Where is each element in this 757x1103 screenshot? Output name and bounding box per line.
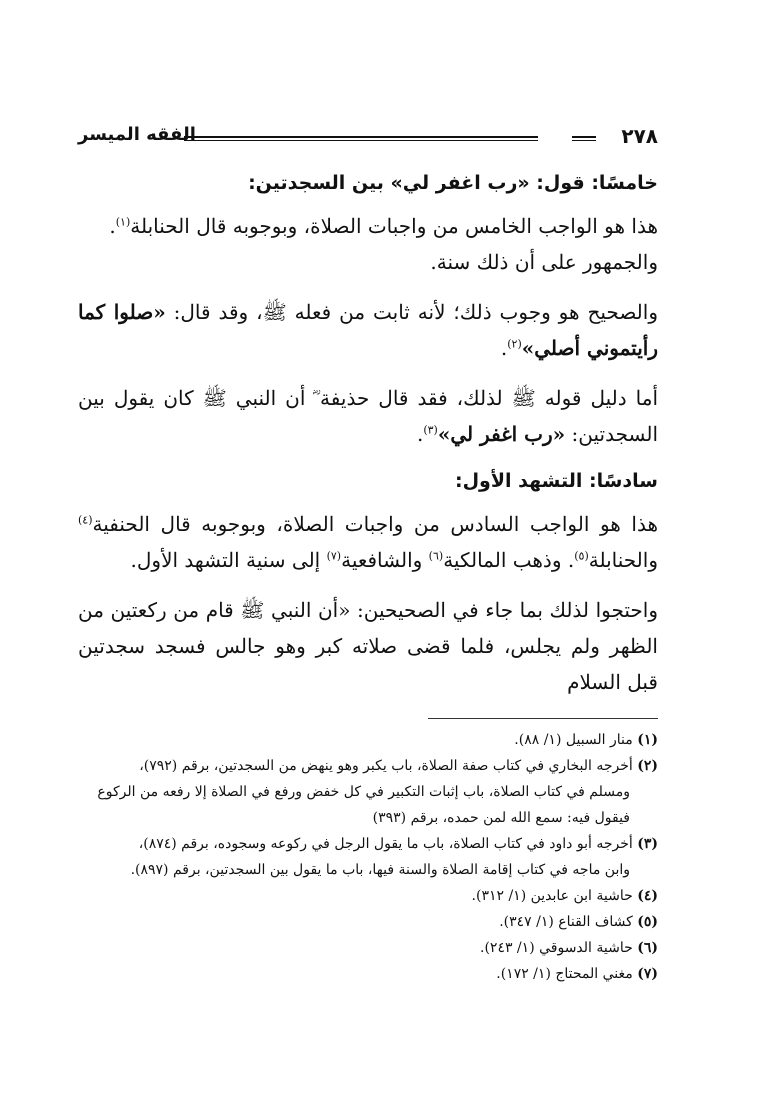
footnote-text: منار السبيل (١/ ٨٨). (514, 732, 633, 748)
footnote-ref[interactable]: (٥) (574, 549, 589, 563)
paragraph-text: . (500, 336, 508, 360)
paragraph-text: هذا هو الواجب السادس من واجبات الصلاة، وبوجوبه قال الحنفية (92, 512, 658, 536)
footnote-number: (٢) (637, 758, 658, 774)
paragraph-text: إلى سنية التشهد الأول. (130, 548, 327, 572)
footnote-item (78, 753, 658, 831)
footnote-ref[interactable]: (٤) (78, 513, 93, 527)
paragraph (78, 380, 658, 452)
footnote-text: مغني المحتاج (١/ ١٧٢). (496, 966, 633, 982)
section-heading-5: خامسًا: قول: «رب اغفر لي» بين السجدتين: (248, 172, 658, 194)
paragraph-text: . (109, 214, 116, 238)
footnotes (78, 727, 658, 987)
footnote-number: (٣) (637, 836, 658, 852)
footnote-text: أخرجه البخاري في كتاب صفة الصلاة، باب يكبر وهو ينهض من السجدتين، برقم (٧٩٢)، (139, 758, 633, 774)
hadith-quote: «صلوا كما رأيتموني أصلي» (78, 300, 658, 360)
hadith-quote: «رب اغفر لي» (437, 422, 566, 446)
paragraph-text: . وذهب المالكية (443, 548, 575, 572)
paragraph (78, 208, 658, 280)
footnote-item (78, 961, 658, 987)
header-rule (184, 136, 538, 141)
paragraph-text: والحنابلة (588, 548, 658, 572)
footnote-ref[interactable]: (١) (115, 215, 131, 229)
footnote-text: ومسلم في كتاب الصلاة، باب إثبات التكبير في كل خفض ورفع في الصلاة إلا رفعه من الركوع (97, 784, 630, 800)
footnote-ref[interactable]: (٣) (423, 423, 438, 437)
footnote-item (78, 883, 658, 909)
footnote-number: (٥) (637, 914, 658, 930)
paragraph (78, 294, 658, 366)
paragraph (78, 506, 658, 578)
footnote-number: (٦) (637, 940, 658, 956)
footnote-text: حاشية ابن عابدين (١/ ٣١٢). (471, 888, 633, 904)
footnote-text: كشاف القناع (١/ ٣٤٧). (499, 914, 633, 930)
paragraph-text: . (416, 422, 424, 446)
page-number: ٢٧٨ (621, 124, 658, 148)
footnote-number: (٧) (637, 966, 658, 982)
footnote-number: (١) (637, 732, 658, 748)
book-title: الفقه الميسر (78, 124, 196, 145)
footnote-item (78, 831, 658, 883)
footnote-divider (428, 718, 658, 719)
footnote-item (78, 909, 658, 935)
footnote-text: أخرجه أبو داود في كتاب الصلاة، باب ما يقول الرجل في ركوعه وسجوده، برقم (٨٧٤)، (138, 836, 633, 852)
footnote-number: (٤) (637, 888, 658, 904)
footnote-text: وابن ماجه في كتاب إقامة الصلاة والسنة فيها، باب ما يقول بين السجدتين، برقم (٨٩٧). (130, 862, 630, 878)
header-rule-short (572, 136, 596, 141)
paragraph-text: واحتجوا لذلك بما جاء في الصحيحين: «أن النبي ﷺ قام من ركعتين من الظهر ولم يجلس، فلما قضى صلاته كبر وهو جالس فسجد سجدتين قبل السلام (78, 598, 658, 694)
paragraph-text: أما دليل قوله ﷺ لذلك، فقد قال حذيفة ؓ أن النبي ﷺ كان يقول بين السجدتين: (78, 386, 658, 446)
book-page (78, 118, 658, 987)
footnote-text: فيقول فيه: سمع الله لمن حمده، برقم (٣٩٣) (372, 810, 630, 826)
footnote-ref[interactable]: (٦) (428, 549, 444, 563)
paragraph-text: هذا هو الواجب الخامس من واجبات الصلاة، وبوجوبه قال الحنابلة (130, 214, 658, 238)
footnote-ref[interactable]: (٧) (326, 549, 342, 563)
paragraph (78, 592, 658, 700)
section-heading-6: سادسًا: التشهد الأول: (454, 470, 658, 492)
footnote-item (78, 727, 658, 753)
footnote-text: حاشية الدسوقي (١/ ٢٤٣). (480, 940, 633, 956)
paragraph-text: والصحيح هو وجوب ذلك؛ لأنه ثابت من فعله ﷺ، وقد قال: (165, 300, 658, 324)
page-header (78, 118, 658, 154)
footnote-ref[interactable]: (٢) (507, 337, 522, 351)
footnote-item (78, 935, 658, 961)
paragraph-text: والجمهور على أن ذلك سنة. (430, 250, 658, 274)
paragraph-text: والشافعية (341, 548, 429, 572)
